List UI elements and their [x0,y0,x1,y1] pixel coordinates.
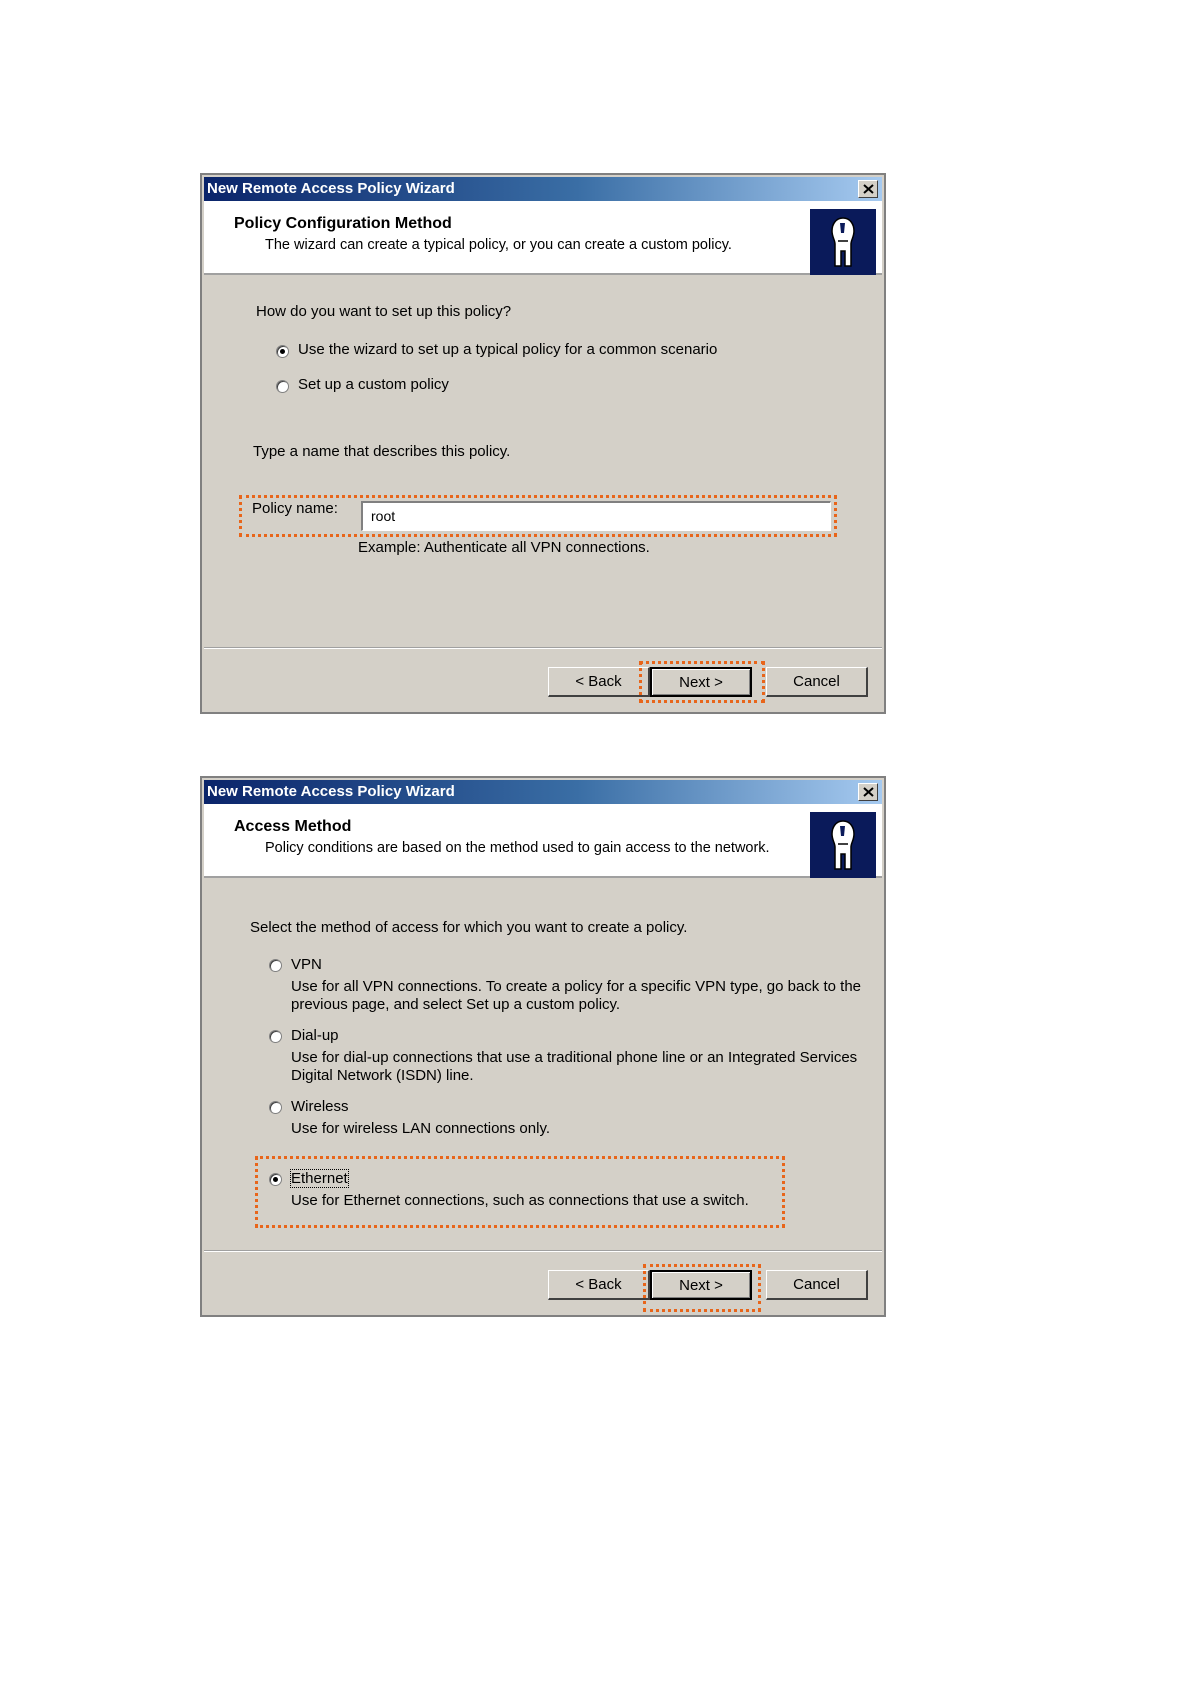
header-subtitle: The wizard can create a typical policy, or you can create a custom policy. [265,237,732,253]
footer-divider [204,1250,882,1252]
access-question: Select the method of access for which you want to create a policy. [250,919,688,936]
policy-name-input[interactable]: root [361,501,831,531]
radio-vpn[interactable] [269,959,282,972]
cancel-button[interactable]: Cancel [766,1270,868,1300]
option-wireless-description: Use for wireless LAN connections only. [291,1120,550,1137]
header-title: Access Method [234,818,352,835]
option-vpn-description: Use for all VPN connections. To create a policy for a specific VPN type, go back to the previous page, and select Set up a custom policy. [291,978,862,1013]
option-dial-up-label[interactable]: Dial-up [291,1027,339,1044]
back-button[interactable]: < Back [548,667,650,697]
wizard-header [204,201,882,275]
option-dial-up-description: Use for dial-up connections that use a traditional phone line or an Integrated Services Digital Network (ISDN) line. [291,1049,858,1084]
policy-configuration-dialog [200,173,886,714]
option-ethernet-description: Use for Ethernet connections, such as connections that use a switch. [291,1192,749,1209]
dialog-title: New Remote Access Policy Wizard [207,180,455,197]
footer-divider [204,647,882,649]
wizard-figure-icon [810,209,876,275]
back-button[interactable]: < Back [548,1270,650,1300]
access-method-dialog [200,776,886,1317]
option-custom-policy-label[interactable]: Set up a custom policy [298,376,449,393]
radio-dial-up[interactable] [269,1030,282,1043]
option-ethernet-label[interactable]: Ethernet [291,1170,348,1187]
option-typical-policy-label[interactable]: Use the wizard to set up a typical policy for a common scenario [298,341,718,358]
name-prompt: Type a name that describes this policy. [253,443,511,460]
wizard-figure-icon [810,812,876,878]
policy-name-example: Example: Authenticate all VPN connections. [358,539,650,556]
policy-name-label: Policy name: [252,500,338,517]
next-button[interactable]: Next > [650,1270,752,1300]
radio-typical-policy[interactable] [276,345,289,358]
setup-question: How do you want to set up this policy? [256,303,512,320]
close-icon [863,787,874,797]
dialog-titlebar[interactable] [204,780,882,804]
header-subtitle: Policy conditions are based on the method used to gain access to the network. [265,840,770,856]
radio-wireless[interactable] [269,1101,282,1114]
radio-custom-policy[interactable] [276,380,289,393]
radio-ethernet[interactable] [269,1173,282,1186]
option-vpn-label[interactable]: VPN [291,956,322,973]
close-button[interactable] [858,783,878,801]
close-icon [863,184,874,194]
header-title: Policy Configuration Method [234,215,452,232]
cancel-button[interactable]: Cancel [766,667,868,697]
dialog-title: New Remote Access Policy Wizard [207,783,455,800]
next-button[interactable]: Next > [650,667,752,697]
dialog-titlebar[interactable] [204,177,882,201]
option-wireless-label[interactable]: Wireless [291,1098,349,1115]
close-button[interactable] [858,180,878,198]
wizard-header [204,804,882,878]
